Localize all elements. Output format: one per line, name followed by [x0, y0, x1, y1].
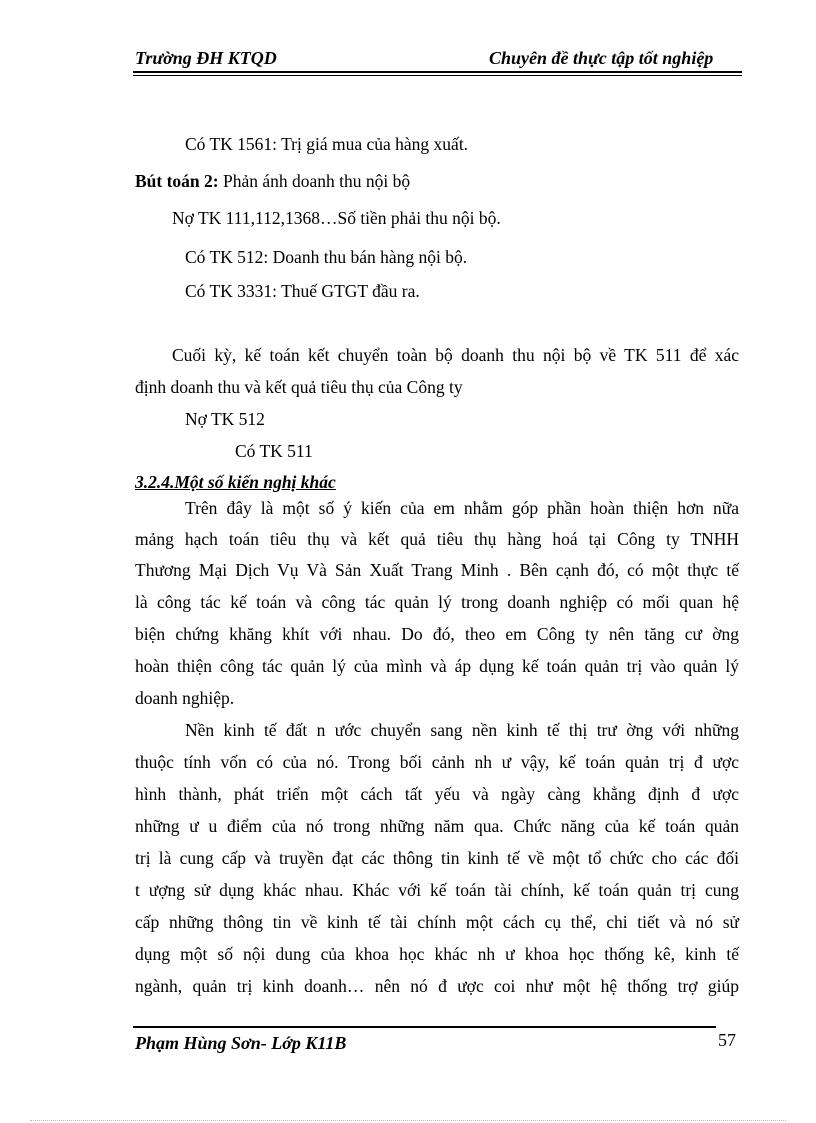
- header-rule-thin: [133, 75, 742, 76]
- paragraph-line: Thương Mại Dịch Vụ Và Sản Xuất Trang Minh . Bên cạnh đó, có một thực tế: [135, 560, 739, 580]
- body-line: Có TK 512: Doanh thu bán hàng nội bộ.: [185, 247, 468, 267]
- entry-text: Phản ánh doanh thu nội bộ: [218, 171, 411, 191]
- paragraph-line: t ượng sử dụng khác nhau. Khác với kế toán tài chính, kế toán quản trị cung: [135, 880, 739, 900]
- paragraph-line: thuộc tính vốn có của nó. Trong bối cảnh nh ư vậy, kế toán quản trị đ ược: [135, 752, 739, 772]
- paragraph-line: cấp những thông tin về kinh tế tài chính một cách cụ thể, chi tiết và nó sử: [135, 912, 739, 932]
- body-line: Nợ TK 111,112,1368…Số tiền phải thu nội bộ.: [172, 208, 501, 228]
- paragraph-line: Cuối kỳ, kế toán kết chuyển toàn bộ doanh thu nội bộ về TK 511 để xác: [172, 345, 739, 365]
- paragraph-line: định doanh thu và kết quả tiêu thụ của Công ty: [135, 377, 463, 397]
- body-line: Có TK 3331: Thuế GTGT đầu ra.: [185, 281, 420, 301]
- header-title: Chuyên đề thực tập tốt nghiệp: [489, 48, 714, 68]
- section-title: 3.2.4.Một số kiến nghị khác: [135, 472, 336, 492]
- body-line: Có TK 1561: Trị giá mua của hàng xuất.: [185, 134, 469, 154]
- paragraph-line: hình thành, phát triển một cách tất yếu và ngày càng khẳng định đ ược: [135, 784, 739, 804]
- paragraph-line: doanh nghiệp.: [135, 688, 235, 708]
- paragraph-line: trị là cung cấp và truyền đạt các thông tin kinh tế về một tổ chức cho các đối: [135, 848, 739, 868]
- paragraph-line: biện chứng khăng khít với nhau. Do đó, theo em Công ty nên tăng cư ờng: [135, 624, 739, 644]
- paragraph-line: dụng một số nội dung của khoa học khác nh ư khoa học thống kê, kinh tế: [135, 944, 739, 964]
- footer-rule: [133, 1026, 716, 1028]
- page-edge-dots: [30, 1120, 786, 1121]
- paragraph-line: Nền kinh tế đất n ước chuyển sang nền kinh tế thị trư ờng với những: [185, 720, 739, 740]
- footer-author: Phạm Hùng Sơn- Lớp K11B: [135, 1033, 347, 1053]
- paragraph-line: là công tác kế toán và công tác quản lý trong doanh nghiệp có mối quan hệ: [135, 592, 739, 612]
- header-rule: [133, 71, 742, 73]
- paragraph-line: ngành, quản trị kinh doanh… nên nó đ ược coi như một hệ thống trợ giúp: [135, 976, 739, 996]
- header-school: Trường ĐH KTQD: [135, 48, 277, 68]
- body-line: Có TK 511: [235, 441, 313, 461]
- body-line: [135, 170, 410, 192]
- paragraph-line: những ư u điểm của nó trong những năm qua. Chức năng của kế toán quản: [135, 816, 739, 836]
- entry-label: Bút toán 2:: [135, 171, 219, 191]
- paragraph-line: Trên đây là một số ý kiến của em nhằm góp phần hoàn thiện hơn nữa: [185, 498, 739, 518]
- body-line: Nợ TK 512: [185, 409, 265, 429]
- paragraph-line: hoàn thiện công tác quản lý của mình và áp dụng kế toán quản trị vào quản lý: [135, 656, 739, 676]
- paragraph-line: mảng hạch toán tiêu thụ và kết quả tiêu thụ hàng hoá tại Công ty TNHH: [135, 529, 739, 549]
- page-number: 57: [718, 1030, 736, 1050]
